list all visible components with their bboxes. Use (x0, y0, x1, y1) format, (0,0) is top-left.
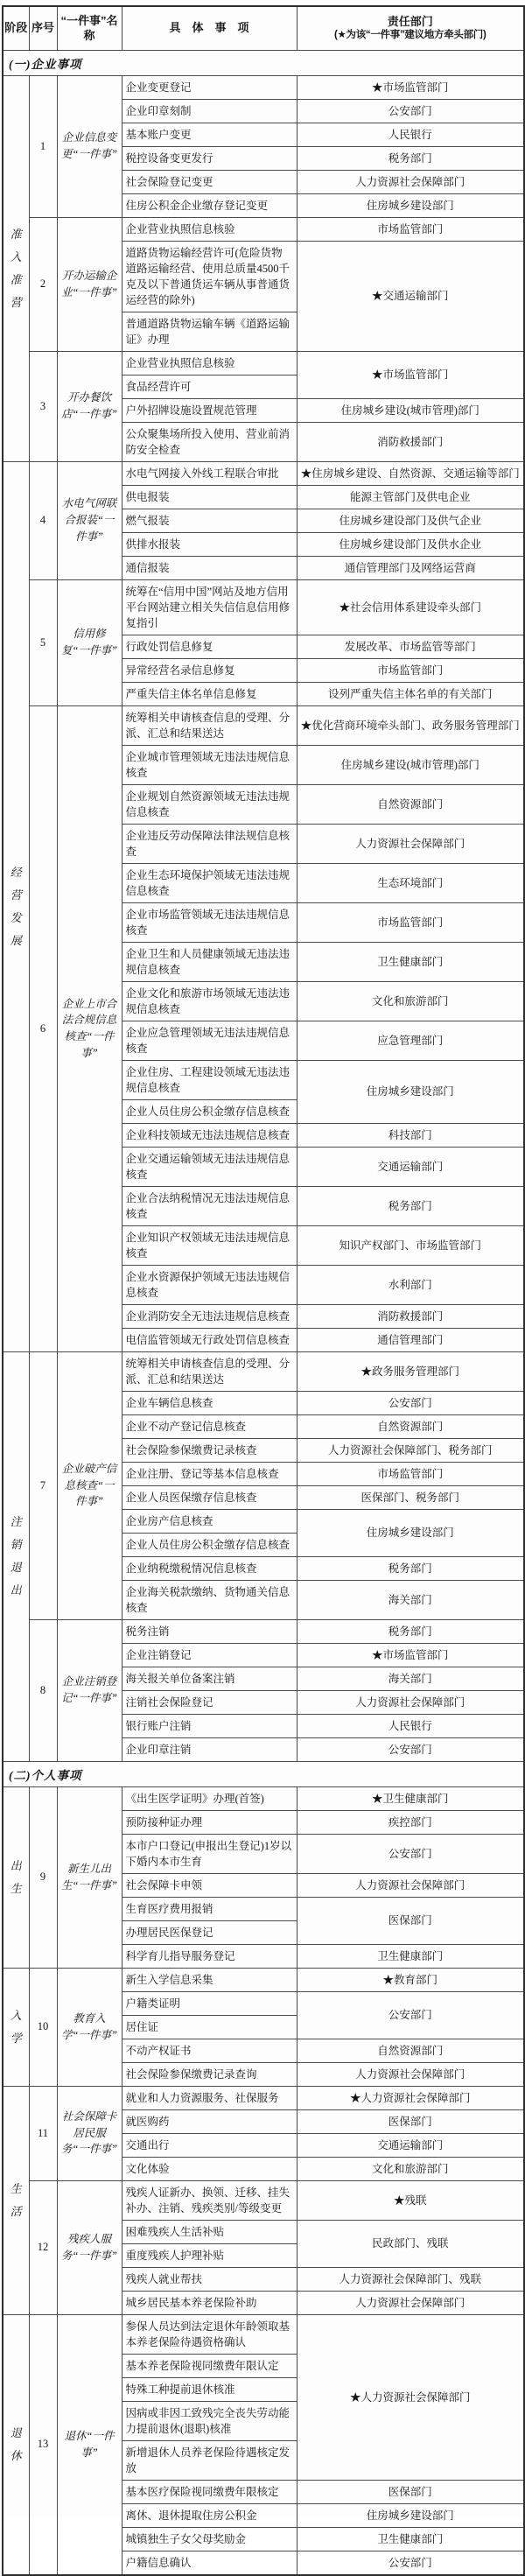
item-cell: 城镇独生子女父母奖励金 (122, 2527, 297, 2551)
item-cell: 企业人员医保缴存信息核查 (122, 1485, 297, 1509)
dept-cell: ★市场监管部门 (297, 75, 524, 99)
item-cell: 企业印章注销 (122, 1737, 297, 1761)
stage-vertical-label: 准入准营 (10, 227, 22, 309)
section-header-row (3, 50, 524, 75)
service-name-cell: 教育入学“一件事” (57, 1968, 122, 2086)
stage-cell (3, 1786, 29, 1968)
item-cell: 企业人员住房公积金缴存信息核查 (122, 1533, 297, 1556)
item-cell: 企业卫生和人员健康领域无违法违规信息核查 (122, 942, 297, 981)
dept-cell: 民政部门、残联 (297, 2220, 524, 2267)
dept-cell: ★社会信用体系建设牵头部门 (297, 579, 524, 635)
dept-cell: 市场监管部门 (297, 217, 524, 241)
dept-cell: 医保部门 (297, 2109, 524, 2133)
item-cell: 《出生医学证明》办理(首签) (122, 1786, 297, 1810)
stage-cell (3, 75, 29, 461)
dept-cell: 消防救援部门 (297, 422, 524, 461)
item-cell: 电信监管领域无行政处罚信息核查 (122, 1328, 297, 1351)
item-cell: 企业纳税缴税情况信息核查 (122, 1556, 297, 1580)
dept-cell: ★卫生健康部门 (297, 1786, 524, 1810)
serial-number-cell: 4 (29, 461, 57, 579)
dept-cell: 市场监管部门 (297, 658, 524, 682)
dept-cell: ★政务服务管理部门 (297, 1351, 524, 1391)
dept-cell: 设列严重失信主体名单的有关部门 (297, 682, 524, 705)
dept-cell: 人力资源社会保障部门 (297, 1873, 524, 1897)
service-name-cell: 残疾人服务“一件事” (57, 2180, 122, 2314)
item-cell: 残疾人就业帮扶 (122, 2267, 297, 2291)
item-cell: 不动产权证书 (122, 2039, 297, 2062)
serial-number-cell: 11 (29, 2086, 57, 2180)
dept-cell: ★交通运输部门 (297, 241, 524, 351)
section-title: (二)个人事项 (3, 1761, 524, 1786)
item-cell: 生育医疗费用报销 (122, 1897, 297, 1920)
item-cell: 通信报装 (122, 556, 297, 579)
dept-cell: 生态环境部门 (297, 863, 524, 902)
item-cell: 统筹在“信用中国”网站及地方信用平台网站建立相关失信信息信用修复指引 (122, 579, 297, 635)
dept-cell: 人力资源社会保障部门、税务部门 (297, 1438, 524, 1462)
dept-cell: 住房城乡建设部门及供水企业 (297, 532, 524, 556)
item-cell: 本市户口登记(申报出生登记)1岁以下婚内本市生育 (122, 1834, 297, 1873)
dept-cell: 能源主管部门及供电企业 (297, 485, 524, 509)
dept-cell: 人民银行 (297, 123, 524, 146)
service-name-cell: 退休“一件事” (57, 2314, 122, 2575)
dept-cell: 应急管理部门 (297, 1021, 524, 1060)
dept-cell: ★住房城乡建设、自然资源、交通运输等部门 (297, 461, 524, 485)
dept-cell: 发展改革、市场监管等部门 (297, 635, 524, 658)
serial-number-cell: 3 (29, 351, 57, 461)
dept-cell: 市场监管部门 (297, 902, 524, 942)
dept-cell: 公安部门 (297, 1737, 524, 1761)
serial-number-cell: 8 (29, 1619, 57, 1761)
serial-number-cell: 6 (29, 705, 57, 1351)
item-cell: 燃气报装 (122, 509, 297, 532)
service-name-cell: 企业破产信息核查“一件事” (57, 1351, 122, 1619)
table-row (3, 217, 524, 241)
header-dept-title: 责任部门 (387, 14, 433, 28)
service-name-cell: 开办餐饮店“一件事” (57, 351, 122, 461)
item-cell: 企业市场监管领域无违法违规信息核查 (122, 902, 297, 942)
serial-number-cell: 13 (29, 2314, 57, 2575)
table-row (3, 2314, 524, 2354)
item-cell: 企业应急管理领域无违法违规信息核查 (122, 1021, 297, 1060)
dept-cell: ★市场监管部门 (297, 1643, 524, 1667)
dept-cell: 人力资源社会保障部门 (297, 170, 524, 193)
dept-cell: 住房城乡建设部门 (297, 2503, 524, 2527)
item-cell: 因病或非因工致残完全丧失劳动能力提前退休(退职)核准 (122, 2401, 297, 2440)
dept-cell: 公安部门 (297, 99, 524, 123)
dept-cell: 市场监管部门 (297, 1462, 524, 1485)
table-header (3, 6, 524, 50)
item-cell: 企业科技领域无违法违规信息核查 (122, 1123, 297, 1147)
dept-cell: 水利部门 (297, 1265, 524, 1304)
item-cell: 企业城市管理领域无违法违规信息核查 (122, 745, 297, 784)
item-cell: 企业住房、工程建设领域无违法违规信息核查 (122, 1060, 297, 1099)
table-row (3, 705, 524, 745)
item-cell: 企业变更登记 (122, 75, 297, 99)
dept-cell: 人力资源社会保障部门 (297, 824, 524, 863)
section-title: (一)企业事项 (3, 50, 524, 75)
item-cell: 企业消防安全无违法违规信息核查 (122, 1304, 297, 1328)
service-name-cell: 开办运输企业“一件事” (57, 217, 122, 351)
item-cell: 企业印章刻制 (122, 99, 297, 123)
stage-cell (3, 461, 29, 1351)
item-cell: 新增退休人员养老保险待遇核定发放 (122, 2440, 297, 2480)
item-cell: 公众聚集场所投入使用、营业前消防安全检查 (122, 422, 297, 461)
item-cell: 企业注册、登记等基本信息核查 (122, 1462, 297, 1485)
dept-cell: 卫生健康部门 (297, 942, 524, 981)
item-cell: 社会保险参保缴费记录核查 (122, 1438, 297, 1462)
item-cell: 特殊工种提前退休核准 (122, 2377, 297, 2401)
service-name-cell: 水电气网联合报装“一件事” (57, 461, 122, 579)
table-row (3, 2086, 524, 2109)
dept-cell: 交通运输部门 (297, 1147, 524, 1186)
item-cell: 就业和人力资源服务、社保服务 (122, 2086, 297, 2109)
dept-cell: 人力资源社会保障部门 (297, 2291, 524, 2314)
dept-cell: 公安部门 (297, 1834, 524, 1873)
dept-cell: 人民银行 (297, 1714, 524, 1737)
item-cell: 社会保险参保缴费记录查询 (122, 2062, 297, 2086)
item-cell: 异常经营名录信息修复 (122, 658, 297, 682)
table-row (3, 75, 524, 99)
item-cell: 城乡居民基本养老保险补助 (122, 2291, 297, 2314)
dept-cell: 人力资源社会保障部门 (297, 1690, 524, 1714)
item-cell: 户籍类证明 (122, 1991, 297, 2015)
item-cell: 科学育儿指导服务登记 (122, 1944, 297, 1968)
stage-vertical-label: 入学 (10, 2008, 22, 2045)
table-row (3, 1619, 524, 1643)
dept-cell: 公安部门 (297, 1991, 524, 2039)
dept-cell: 住房城乡建设(城市管理)部门 (297, 745, 524, 784)
item-cell: 文化体验 (122, 2157, 297, 2180)
item-cell: 严重失信主体名单信息修复 (122, 682, 297, 705)
item-cell: 统筹相关申请核查信息的受理、分派、汇总和结果送达 (122, 1351, 297, 1391)
dept-cell: 疾控部门 (297, 1810, 524, 1834)
serial-number-cell: 7 (29, 1351, 57, 1619)
dept-cell: 通信管理部门 (297, 1328, 524, 1351)
item-cell: 居住证 (122, 2015, 297, 2039)
item-cell: 企业合法纳税情况无违法违规信息核查 (122, 1186, 297, 1225)
stage-vertical-label: 经营发展 (10, 865, 22, 947)
item-cell: 道路货物运输经营许可(危险货物道路运输经营、使用总质量4500千克及以下普通货运车辆从事普通货运经营的除外) (122, 241, 297, 312)
service-name-cell: 新生儿出生“一件事” (57, 1786, 122, 1968)
stage-vertical-label: 生活 (10, 2181, 22, 2218)
dept-cell: 税务部门 (297, 1186, 524, 1225)
item-cell: 企业水资源保护领域无违法违规信息核查 (122, 1265, 297, 1304)
service-name-cell: 企业注销登记“一件事” (57, 1619, 122, 1761)
item-cell: 基本账户变更 (122, 123, 297, 146)
item-cell: 企业营业执照信息核验 (122, 217, 297, 241)
stage-cell (3, 2086, 29, 2314)
dept-cell: 卫生健康部门 (297, 1944, 524, 1968)
header-no: 序号 (29, 6, 57, 50)
item-cell: 企业规划自然资源领域无违法违规信息核查 (122, 784, 297, 824)
item-cell: 税控设备变更发行 (122, 146, 297, 170)
table-row (3, 2180, 524, 2220)
item-cell: 企业人员住房公积金缴存信息核查 (122, 1099, 297, 1123)
item-cell: 社会保障卡申领 (122, 1873, 297, 1897)
item-cell: 企业文化和旅游市场领域无违法违规信息核查 (122, 981, 297, 1021)
service-name-cell: 企业信息变更“一件事” (57, 75, 122, 217)
item-cell: 新生入学信息采集 (122, 1968, 297, 1991)
table-row (3, 1968, 524, 1991)
dept-cell: 住房城乡建设部门 (297, 193, 524, 217)
item-cell: 困难残疾人生活补贴 (122, 2220, 297, 2243)
item-cell: 海关报关单位备案注销 (122, 1667, 297, 1690)
table-row (3, 1351, 524, 1391)
dept-cell: 医保部门、税务部门 (297, 1485, 524, 1509)
item-cell: 银行账户注销 (122, 1714, 297, 1737)
item-cell: 预防接种证办理 (122, 1810, 297, 1834)
service-name-cell: 社会保障卡居民服务“一件事” (57, 2086, 122, 2180)
stage-cell (3, 1351, 29, 1761)
serial-number-cell: 9 (29, 1786, 57, 1968)
dept-cell: ★残联 (297, 2180, 524, 2220)
dept-cell: 自然资源部门 (297, 784, 524, 824)
stage-vertical-label: 注销退出 (10, 1515, 22, 1597)
item-cell: 就医购药 (122, 2109, 297, 2133)
dept-cell: 公安部门 (297, 2551, 524, 2575)
dept-cell: 人力资源社会保障部门 (297, 2062, 524, 2086)
dept-cell: ★人力资源社会保障部门 (297, 2086, 524, 2109)
item-cell: 办理居民医保登记 (122, 1920, 297, 1944)
item-cell: 交通出行 (122, 2133, 297, 2157)
header-row (3, 6, 524, 50)
dept-cell: 住房城乡建设(城市管理)部门 (297, 398, 524, 422)
stage-cell (3, 2314, 29, 2575)
item-cell: 企业交通运输领域无违法违规信息核查 (122, 1147, 297, 1186)
item-cell: 水电气网接入外线工程联合审批 (122, 461, 297, 485)
item-cell: 供排水报装 (122, 532, 297, 556)
item-cell: 企业生态环境保护领域无违法违规信息核查 (122, 863, 297, 902)
header-items: 具 体 事 项 (122, 6, 297, 50)
item-cell: 企业营业执照信息核验 (122, 351, 297, 375)
dept-cell: 科技部门 (297, 1123, 524, 1147)
serial-number-cell: 1 (29, 75, 57, 217)
table-row (3, 351, 524, 375)
serial-number-cell: 10 (29, 1968, 57, 2086)
service-name-cell: 信用修复“一件事” (57, 579, 122, 705)
item-cell: 企业海关税款缴纳、货物通关信息核查 (122, 1580, 297, 1619)
table-row (3, 1786, 524, 1810)
item-cell: 离休、退休提取住房公积金 (122, 2503, 297, 2527)
item-cell: 行政处罚信息修复 (122, 635, 297, 658)
item-cell: 基本医疗保险视同缴费年限核定 (122, 2480, 297, 2503)
item-cell: 统筹相关申请核查信息的受理、分派、汇总和结果送达 (122, 705, 297, 745)
dept-cell: 住房城乡建设部门 (297, 1509, 524, 1556)
item-cell: 残疾人证新办、换领、迁移、挂失补办、注销、残疾类别/等级变更 (122, 2180, 297, 2220)
service-list-table (2, 5, 525, 2576)
header-name: “一件事”名称 (57, 6, 122, 50)
dept-cell: ★市场监管部门 (297, 351, 524, 398)
dept-cell: 住房城乡建设部门 (297, 1060, 524, 1123)
table-row (3, 461, 524, 485)
item-cell: 企业房产信息核查 (122, 1509, 297, 1533)
dept-cell: 住房城乡建设部门及供气企业 (297, 509, 524, 532)
item-cell: 企业不动产登记信息核查 (122, 1414, 297, 1438)
dept-cell: 海关部门 (297, 1667, 524, 1690)
dept-cell: 海关部门 (297, 1580, 524, 1619)
dept-cell: 人力资源社会保障部门、残联 (297, 2267, 524, 2291)
header-stage: 阶段 (3, 6, 29, 50)
item-cell: 企业违反劳动保障法律法规信息核查 (122, 824, 297, 863)
serial-number-cell: 2 (29, 217, 57, 351)
service-name-cell: 企业上市合法合规信息核查“一件事” (57, 705, 122, 1351)
dept-cell: 文化和旅游部门 (297, 2157, 524, 2180)
dept-cell: 公安部门 (297, 1391, 524, 1414)
item-cell: 注销社会保险登记 (122, 1690, 297, 1714)
item-cell: 供电报装 (122, 485, 297, 509)
dept-cell: ★教育部门 (297, 1968, 524, 1991)
dept-cell: 知识产权部门、市场监管部门 (297, 1225, 524, 1265)
item-cell: 企业知识产权领域无违法违规信息核查 (122, 1225, 297, 1265)
stage-vertical-label: 出生 (10, 1858, 22, 1895)
dept-cell: 交通运输部门 (297, 2133, 524, 2157)
item-cell: 社会保险登记变更 (122, 170, 297, 193)
dept-cell: 自然资源部门 (297, 2039, 524, 2062)
table-body (3, 50, 524, 2575)
dept-cell: 自然资源部门 (297, 1414, 524, 1438)
dept-cell: 医保部门 (297, 2480, 524, 2503)
item-cell: 食品经营许可 (122, 375, 297, 398)
dept-cell: 医保部门 (297, 1897, 524, 1944)
item-cell: 普通道路货物运输车辆《道路运输证》办理 (122, 312, 297, 351)
header-dept-note: (★为该“一件事”建议地方牵头部门) (333, 30, 486, 41)
item-cell: 参保人员达到法定退休年龄领取基本养老保险待遇资格确认 (122, 2314, 297, 2354)
item-cell: 基本养老保险视同缴费年限认定 (122, 2354, 297, 2377)
dept-cell: 税务部门 (297, 146, 524, 170)
serial-number-cell: 5 (29, 579, 57, 705)
dept-cell: 税务部门 (297, 1619, 524, 1643)
serial-number-cell: 12 (29, 2180, 57, 2314)
dept-cell: 通信管理部门及网络运营商 (297, 556, 524, 579)
item-cell: 户籍信息确认 (122, 2551, 297, 2575)
item-cell: 住房公积金企业缴存登记变更 (122, 193, 297, 217)
stage-vertical-label: 退休 (10, 2425, 22, 2462)
table-row (3, 579, 524, 635)
dept-cell: 卫生健康部门 (297, 2527, 524, 2551)
item-cell: 企业车辆信息核查 (122, 1391, 297, 1414)
item-cell: 税务注销 (122, 1619, 297, 1643)
header-dept (297, 6, 524, 50)
item-cell: 企业注销登记 (122, 1643, 297, 1667)
stage-cell (3, 1968, 29, 2086)
dept-cell: ★优化营商环境牵头部门、政务服务管理部门 (297, 705, 524, 745)
dept-cell: 文化和旅游部门 (297, 981, 524, 1021)
item-cell: 户外招牌设施设置规范管理 (122, 398, 297, 422)
dept-cell: ★人力资源社会保障部门 (297, 2314, 524, 2480)
dept-cell: 税务部门 (297, 1556, 524, 1580)
dept-cell: 消防救援部门 (297, 1304, 524, 1328)
section-header-row (3, 1761, 524, 1786)
item-cell: 重度残疾人护理补贴 (122, 2243, 297, 2267)
